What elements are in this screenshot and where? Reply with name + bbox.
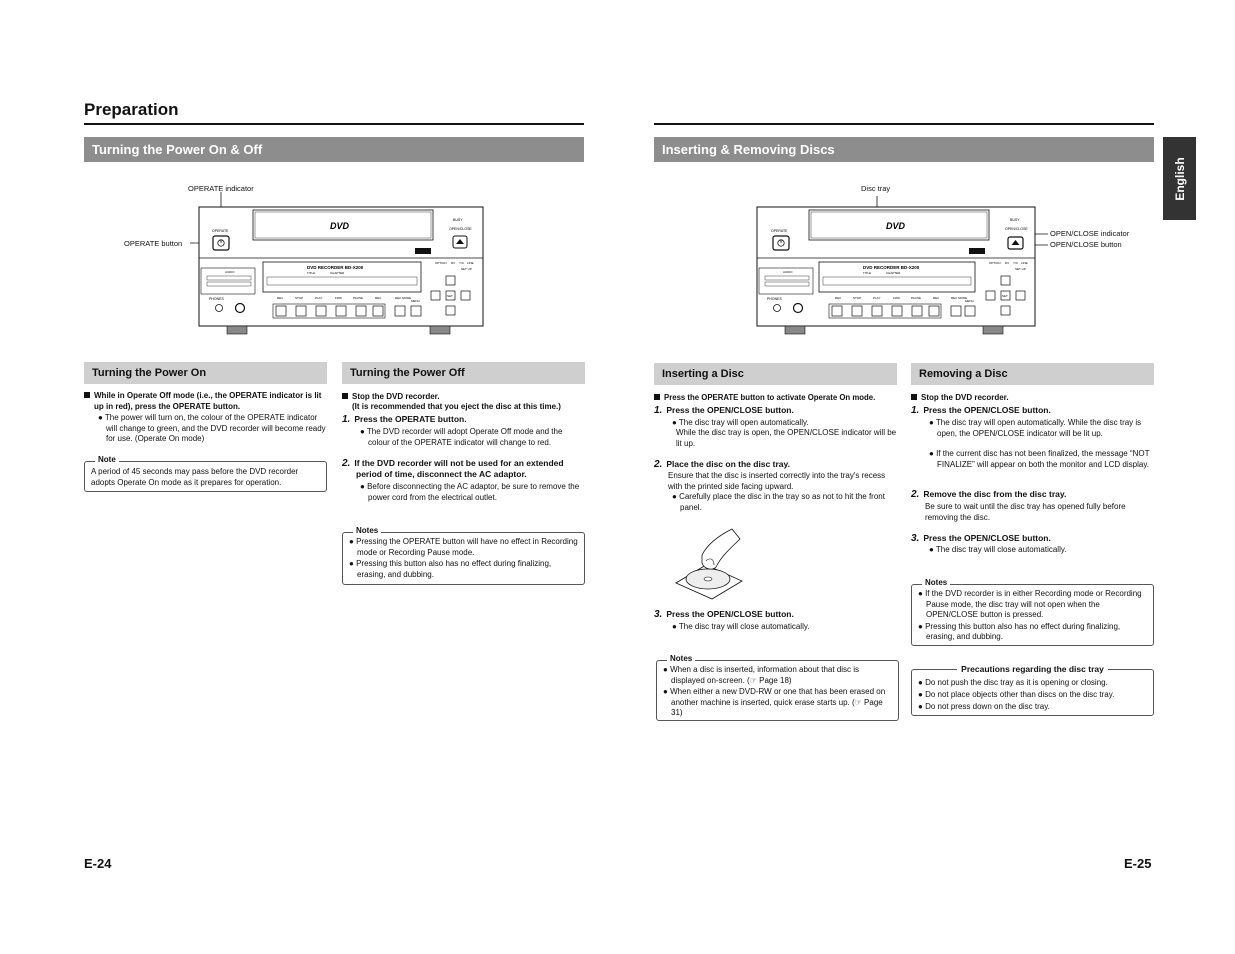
svg-text:Y/C: Y/C <box>1013 261 1019 265</box>
svg-text:REC MODE: REC MODE <box>951 296 968 300</box>
svg-text:PAUSE: PAUSE <box>353 296 363 300</box>
removing-step1-bullet-2: ● If the current disc has not been finalized, the message “NOT FINALIZE” will appear on both the monitor and LCD display. <box>929 449 1150 469</box>
inserting-step2-bullet: ● Carefully place the disc in the tray so as not to hit the front panel. <box>672 492 885 512</box>
page-number-left: E-24 <box>84 856 112 871</box>
section-bar-discs: Inserting & Removing Discs <box>654 137 1154 162</box>
inserting-lead: Press the OPERATE button to activate Operate On mode. <box>654 393 904 404</box>
svg-text:DVD RECORDER BD-X200: DVD RECORDER BD-X200 <box>307 265 364 270</box>
inserting-notes-box: Notes ● When a disc is inserted, information about that disc is displayed on-screen. (☞ Page 18) ● When either a new DVD-RW or one that has been erased on another machine is inserted, quick erase starts up. (☞ Page 31) <box>656 660 899 721</box>
removing-lead: Stop the DVD recorder. <box>911 393 1154 404</box>
svg-text:FWD: FWD <box>335 296 342 300</box>
svg-text:FWD: FWD <box>893 296 900 300</box>
dvd-logo: DVD <box>886 221 906 231</box>
svg-text:Y/C: Y/C <box>459 261 465 265</box>
svg-text:REV: REV <box>835 296 842 300</box>
svg-text:LINE: LINE <box>467 261 474 265</box>
removing-step3: 3. Press the OPEN/CLOSE button. <box>911 533 1051 544</box>
power-on-bullet: ● The power will turn on, the colour of the OPERATE indicator will change to green, and the DVD recorder will become ready for use. (Operate On mode) <box>98 413 326 443</box>
svg-text:SET: SET <box>447 294 453 298</box>
inserting-step1-cont: While the disc tray is open, the OPEN/CLOSE indicator will be lit up. <box>676 428 897 448</box>
svg-text:PAUSE: PAUSE <box>911 296 921 300</box>
power-on-note-box: Note A period of 45 seconds may pass before the DVD recorder adopts Operate On mode as it prepares for operation. <box>84 461 327 492</box>
page-number-right: E-25 <box>1124 856 1152 871</box>
svg-text:STOP: STOP <box>853 296 862 300</box>
removing-notes-box: Notes ● If the DVD recorder is in either Recording mode or Recording Pause mode, the disc tray will not open when the OPEN/CLOSE button is pressed. ● Pressing this button also has no effect during finalizing, erasing, and dubbing. <box>911 584 1154 646</box>
svg-text:STOP: STOP <box>295 296 304 300</box>
svg-text:MENU: MENU <box>411 299 420 303</box>
inserting-step1: 1. Press the OPEN/CLOSE button. <box>654 405 794 416</box>
svg-text:SET: SET <box>1002 294 1008 298</box>
svg-text:SET UP: SET UP <box>1015 267 1026 271</box>
callout-open-close-indicator: OPEN/CLOSE indicator <box>1050 229 1130 238</box>
power-off-step2: 2. If the DVD recorder will not be used for an extended period of time, disconnect the AC adaptor. <box>342 458 564 479</box>
svg-text:OPEN/CLOSE: OPEN/CLOSE <box>1005 227 1028 231</box>
power-on-lead: While in Operate Off mode (i.e., the OPERATE indicator is lit up in red), press the OPERATE button. <box>84 391 327 412</box>
svg-text:MENU: MENU <box>965 299 974 303</box>
callout-operate-indicator: OPERATE indicator <box>188 184 254 193</box>
removing-step3-bullet: ● The disc tray will close automatically. <box>929 545 1067 554</box>
dvd-recorder-illustration-right <box>743 190 1048 338</box>
dvd-recorder-illustration-left <box>185 190 485 338</box>
language-tab: English <box>1163 137 1196 220</box>
subsection-inserting: Inserting a Disc <box>654 363 897 385</box>
inserting-step3-bullet: ● The disc tray will close automatically. <box>672 622 810 631</box>
svg-text:CHAPTER: CHAPTER <box>886 271 901 275</box>
svg-text:DV: DV <box>1005 261 1010 265</box>
removing-step2: 2. Remove the disc from the disc tray. <box>911 489 1067 500</box>
inserting-step2-text: Ensure that the disc is inserted correctly into the tray's recess with the printed side facing upward. <box>668 471 886 491</box>
svg-text:REV: REV <box>277 296 284 300</box>
power-off-step2-bullet: ● Before disconnecting the AC adaptor, be sure to remove the power cord from the electrical outlet. <box>360 482 580 502</box>
inserting-step2: 2. Place the disc on the disc tray. <box>654 459 790 470</box>
inserting-step3: 3. Press the OPEN/CLOSE button. <box>654 609 794 620</box>
page-title: Preparation <box>84 100 179 119</box>
svg-text:PHONES: PHONES <box>209 297 224 301</box>
svg-text:DV: DV <box>451 261 456 265</box>
hand-drawing <box>702 529 740 569</box>
svg-text:SET UP: SET UP <box>461 267 472 271</box>
subsection-power-off: Turning the Power Off <box>342 362 585 384</box>
section-bar-power: Turning the Power On & Off <box>84 137 584 162</box>
subsection-removing: Removing a Disc <box>911 363 1154 385</box>
svg-text:AUDIO: AUDIO <box>225 270 235 274</box>
inserting-step1-bullet: ● The disc tray will open automatically. <box>672 418 809 427</box>
svg-text:BUSY: BUSY <box>1010 218 1020 222</box>
svg-text:TITLE: TITLE <box>863 271 872 275</box>
svg-text:LINE: LINE <box>1021 261 1028 265</box>
removing-step1-bullet-1: ● The disc tray will open automatically. While the disc tray is open, the OPEN/CLOSE indicator will be lit up. <box>929 418 1142 438</box>
callout-operate-button: OPERATE button <box>124 239 183 248</box>
power-off-notes-box: Notes ● Pressing the OPERATE button will have no effect in Recording mode or Recording Pause mode. ● Pressing this button also has no effect during finalizing, erasing, and dubbing. <box>342 532 585 585</box>
removing-step1: 1. Press the OPEN/CLOSE button. <box>911 405 1051 416</box>
svg-text:TITLE: TITLE <box>307 271 316 275</box>
disc-insertion-illustration <box>672 525 744 603</box>
svg-text:AUDIO: AUDIO <box>783 270 793 274</box>
callout-open-close-button: OPEN/CLOSE button <box>1050 240 1122 249</box>
callout-disc-tray: Disc tray <box>861 184 891 193</box>
svg-text:PHONES: PHONES <box>767 297 782 301</box>
removing-step2-text: Be sure to wait until the disc tray has opened fully before removing the disc. <box>925 502 1126 522</box>
subsection-power-on: Turning the Power On <box>84 362 327 384</box>
svg-text:CHAPTER: CHAPTER <box>330 271 345 275</box>
title-rule-right <box>654 123 1154 125</box>
title-rule-left <box>84 123 584 125</box>
power-off-step1: 1. Press the OPERATE button. <box>342 414 467 425</box>
power-off-lead: Stop the DVD recorder. <box>342 392 585 403</box>
svg-text:PLAY: PLAY <box>315 296 323 300</box>
svg-text:REC MODE: REC MODE <box>395 296 412 300</box>
power-off-lead2: (It is recommended that you eject the disc at this time.) <box>352 402 561 411</box>
svg-text:BUSY: BUSY <box>453 218 463 222</box>
dvd-logo: DVD <box>330 221 350 231</box>
svg-text:REC: REC <box>375 296 382 300</box>
svg-text:PLAY: PLAY <box>873 296 881 300</box>
svg-text:OPERATE: OPERATE <box>771 229 788 233</box>
svg-text:OPTION: OPTION <box>435 261 447 265</box>
precautions-box: Precautions regarding the disc tray ● Do not push the disc tray as it is opening or closing. ● Do not place objects other than discs on the disc tray. ● Do not press down on the disc tray. <box>911 669 1154 716</box>
svg-text:OPERATE: OPERATE <box>212 229 229 233</box>
svg-text:REC: REC <box>933 296 940 300</box>
svg-text:DVD RECORDER BD-X200: DVD RECORDER BD-X200 <box>863 265 920 270</box>
power-off-step1-bullet: ● The DVD recorder will adopt Operate Off mode and the colour of the OPERATE indicator will change to red. <box>360 427 563 447</box>
svg-text:OPTION: OPTION <box>989 261 1001 265</box>
svg-text:OPEN/CLOSE: OPEN/CLOSE <box>449 227 472 231</box>
